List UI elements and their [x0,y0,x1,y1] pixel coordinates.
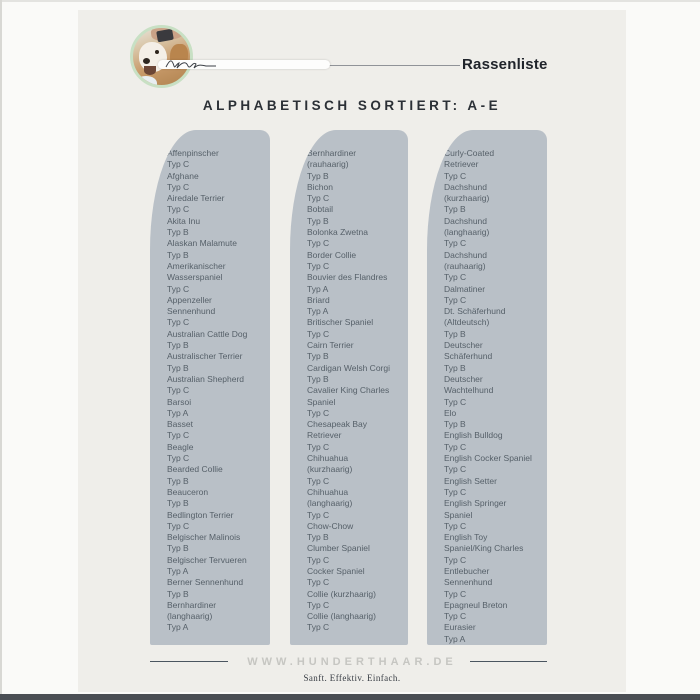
dog-nose [143,58,150,64]
breed-typ: Typ C [444,238,467,249]
breed-name-line: Bolonka Zwetna [307,227,368,238]
breed-name-line: (langhaarig) [167,611,213,622]
breed-typ: Typ C [444,588,467,599]
breed-typ: Typ C [307,577,330,588]
breed-name-line: Affenpinscher [167,148,219,158]
breed-name-line: Elo [444,407,457,418]
breed-name-line: Airedale Terrier [167,193,225,204]
breed-name-line: Bedlington Terrier [167,509,234,520]
breed-name-line: Afghane [167,170,199,181]
breed-name-line: Chihuahua [307,486,349,497]
breed-column-3 [427,130,547,645]
breed-typ: Typ B [307,351,329,362]
breed-typ: Typ C [307,260,330,271]
breed-name-line: Border Collie [307,249,357,260]
breed-name-line: Appenzeller [167,294,212,305]
breed-name-line: Wasserspaniel [167,272,223,283]
breed-typ: Typ C [444,611,467,622]
breed-name-line: Beauceron [167,486,209,497]
breed-name-line: Wachtelhund [444,385,494,396]
breed-name-line: Collie (langhaarig) [307,611,376,622]
breed-name-line: Belgischer Malinois [167,532,241,543]
breed-typ: Typ C [444,520,467,531]
breed-typ: Typ C [167,181,190,192]
breed-typ: Typ C [167,453,190,464]
breed-typ: Typ B [444,362,466,373]
breed-typ: Typ C [167,520,190,531]
breed-typ: Typ B [444,419,466,430]
breed-typ: Typ C [167,159,190,170]
breed-typ: Typ C [444,396,467,407]
breed-typ: Typ B [167,249,189,260]
breed-name-line: Akita Inu [167,215,201,226]
breed-typ: Typ C [307,441,330,452]
breed-name-line: Dachshund [444,215,488,226]
breed-name-line: Barsoi [167,396,192,407]
breed-typ: Typ C [307,554,330,565]
breed-typ: Typ C [307,622,330,633]
breed-column-2 [290,130,408,645]
breed-name-line: English Springer [444,498,507,509]
breed-name-line: Amerikanischer [167,260,226,271]
page-title: ALPHABETISCH SORTIERT: A-E [202,98,502,113]
breed-typ: Typ B [167,588,189,599]
breed-typ: Typ B [444,328,466,339]
dog-mouth [144,66,156,75]
breed-typ: Typ B [167,362,189,373]
breed-typ: Typ C [444,441,467,452]
signature-scribble-icon [162,55,222,73]
breed-typ: Typ C [444,464,467,475]
window-edge-left [0,0,2,700]
breed-typ: Typ C [307,509,330,520]
breed-typ: Typ B [444,204,466,215]
breed-typ: Typ C [167,317,190,328]
window-edge-top [0,0,700,2]
breed-name-line: Bouvier des Flandres [307,272,388,283]
breed-name-line: Cavalier King Charles [307,385,390,396]
breed-name-line: English Toy [444,532,488,543]
breed-name-line: (rauhaarig) [444,260,486,271]
breed-typ: Typ B [167,227,189,238]
breed-typ: Typ B [307,170,329,181]
breed-name-line: Australian Cattle Dog [167,328,248,339]
breed-typ: Typ C [167,430,190,441]
breed-name-line: (kurzhaarig) [444,193,490,204]
breed-typ: Typ A [444,633,466,644]
breed-name-line: Bobtail [307,204,333,215]
breed-name-line: Sennenhund [444,577,493,588]
breed-typ: Typ C [444,294,467,305]
breed-typ: Typ A [167,407,189,418]
breed-typ: Typ B [167,475,189,486]
breed-typ: Typ C [444,272,467,283]
breed-typ: Typ C [307,475,330,486]
breed-name-line: Chow-Chow [307,520,354,531]
breed-name-line: Berner Sennenhund [167,577,244,588]
breed-typ: Typ B [167,543,189,554]
breed-typ: Typ C [444,486,467,497]
brand-label: Rassenliste [462,56,548,73]
breed-name-line: Collie (kurzhaarig) [307,588,376,599]
breed-typ: Typ C [307,328,330,339]
breed-typ: Typ C [307,238,330,249]
breed-name-line: Curly-Coated [444,148,495,158]
breed-name-line: Dachshund [444,181,488,192]
breed-typ: Typ B [167,498,189,509]
breed-typ: Typ A [307,283,329,294]
breed-typ: Typ B [167,340,189,351]
breed-name-line: Cocker Spaniel [307,565,365,576]
breed-name-line: English Bulldog [444,430,503,441]
breed-name-line: Eurasier [444,622,476,633]
tagline: Sanft. Effektiv. Einfach. [303,673,401,683]
breed-name-line: Bernhardiner [307,148,357,158]
breed-name-line: Alaskan Malamute [167,238,237,249]
breed-typ: Typ C [167,283,190,294]
breed-typ: Typ B [307,532,329,543]
breed-typ: Typ A [167,622,189,633]
breed-name-line: Spaniel [307,396,336,407]
breed-typ: Typ C [167,204,190,215]
breed-typ: Typ C [167,385,190,396]
breed-name-line: Belgischer Tervueren [167,554,247,565]
breed-name-line: (langhaarig) [307,498,353,509]
breed-name-line: Clumber Spaniel [307,543,370,554]
breed-name-line: Retriever [444,159,479,170]
breed-name-line: Spaniel/King Charles [444,543,524,554]
breed-column-1 [150,130,270,645]
flyer-page [78,10,626,692]
breed-name-line: Australian Shepherd [167,373,245,384]
breed-name-line: Entlebucher [444,565,490,576]
breed-typ: Typ C [307,599,330,610]
breed-name-line: Australischer Terrier [167,351,243,362]
breed-name-line: Bichon [307,181,333,192]
breed-name-line: Dalmatiner [444,283,486,294]
breed-name-line: Bernhardiner [167,599,217,610]
signature-pill [158,60,330,69]
breed-name-line: Cairn Terrier [307,340,354,351]
breed-typ: Typ B [307,373,329,384]
breed-name-line: Bearded Collie [167,464,223,475]
breed-typ: Typ A [167,565,189,576]
dog-chest [135,76,157,88]
website-url: WWW.HUNDERTHAAR.DE [247,656,457,668]
breed-name-line: Dt. Schäferhund [444,306,506,317]
breed-name-line: Spaniel [444,509,473,520]
breed-name-line: Deutscher [444,373,483,384]
breed-name-line: Sennenhund [167,306,216,317]
breed-name-line: Retriever [307,430,342,441]
breed-name-line: Schäferhund [444,351,493,362]
breed-name-line: Epagneul Breton [444,599,508,610]
breed-name-line: Chesapeak Bay [307,419,368,430]
breed-name-line: Cardigan Welsh Corgi [307,362,390,373]
dog-eye [155,50,159,54]
breed-name-line: (kurzhaarig) [307,464,353,475]
breed-name-line: Beagle [167,441,194,452]
breed-typ: Typ C [444,554,467,565]
breed-name-line: (Altdeutsch) [444,317,490,328]
breed-typ: Typ C [444,170,467,181]
breed-typ: Typ C [307,407,330,418]
breed-name-line: English Cocker Spaniel [444,453,532,464]
window-bottom-bar [0,694,700,700]
breed-name-line: English Setter [444,475,497,486]
breed-name-line: Chihuahua [307,453,349,464]
breed-typ: Typ B [307,215,329,226]
breed-name-line: Briard [307,294,330,305]
breed-name-line: Deutscher [444,340,483,351]
breed-name-line: (rauhaarig) [307,159,349,170]
breed-name-line: Britischer Spaniel [307,317,374,328]
breed-name-line: Basset [167,419,193,430]
breed-typ: Typ A [307,306,329,317]
breed-typ: Typ C [307,193,330,204]
breed-name-line: (langhaarig) [444,227,490,238]
breed-name-line: Dachshund [444,249,488,260]
